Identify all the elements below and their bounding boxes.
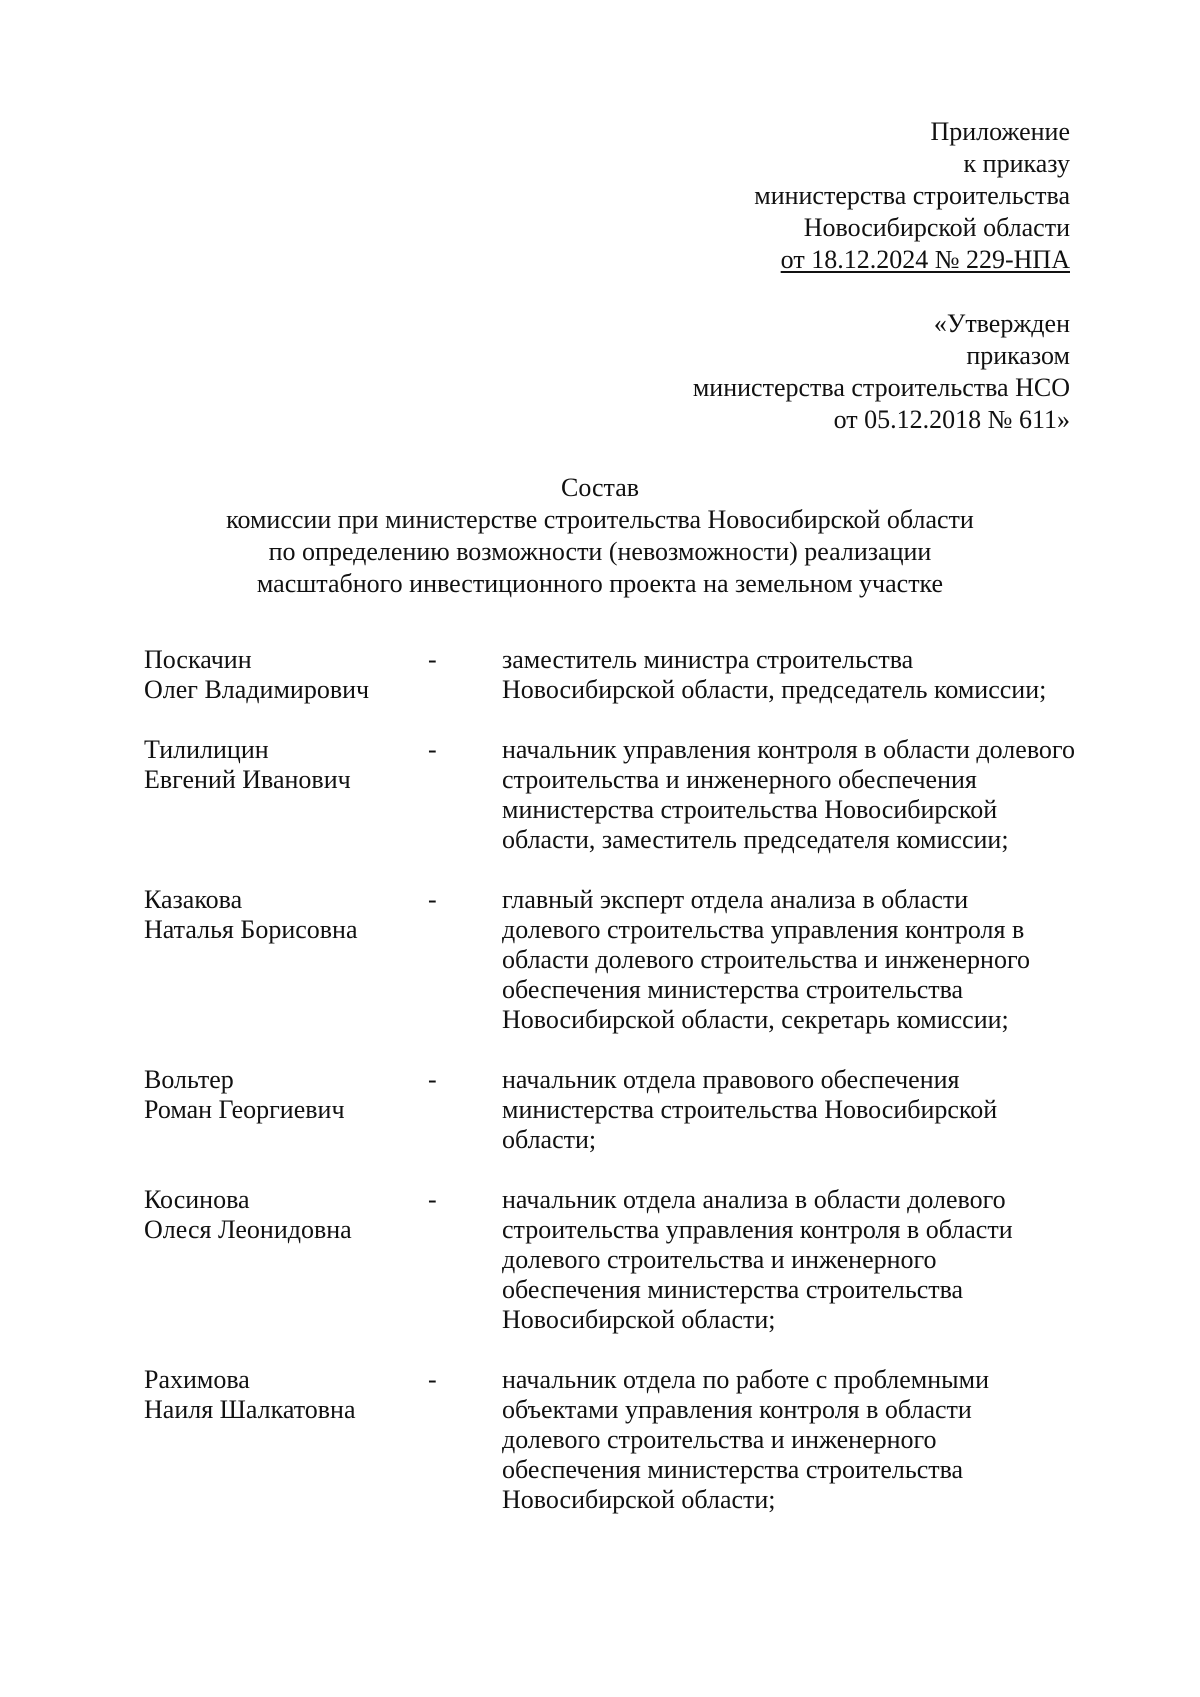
member-role-line: области; bbox=[502, 1125, 597, 1154]
approved-line: «Утвержден bbox=[933, 309, 1070, 338]
member-entry bbox=[0, 734, 1200, 884]
member-name bbox=[144, 1064, 424, 1124]
title-line: масштабного инвестиционного проекта на земельном участке bbox=[256, 569, 944, 598]
member-role-line: долевого строительства и инженерного bbox=[502, 1245, 937, 1274]
member-role-line: обеспечения министерства строительства bbox=[502, 975, 964, 1004]
approved-line: приказом bbox=[966, 341, 1070, 370]
member-role bbox=[502, 644, 1142, 704]
member-role-line: начальник отдела по работе с проблемными bbox=[502, 1365, 990, 1394]
member-role-line: заместитель министра строительства bbox=[502, 645, 914, 674]
member-name-line: Олег Владимирович bbox=[144, 675, 370, 704]
appendix-order-number: от 18.12.2024 № 229-НПА bbox=[780, 245, 1070, 274]
member-name-line: Наталья Борисовна bbox=[144, 915, 358, 944]
member-role-line: начальник управления контроля в области долевого bbox=[502, 735, 1075, 764]
member-role-line: обеспечения министерства строительства bbox=[502, 1455, 964, 1484]
member-role-line: объектами управления контроля в области bbox=[502, 1395, 972, 1424]
member-role-line: долевого строительства и инженерного bbox=[502, 1425, 937, 1454]
member-entry bbox=[0, 1364, 1200, 1544]
member-role-line: министерства строительства Новосибирской bbox=[502, 1095, 998, 1124]
member-name-line: Казакова bbox=[144, 885, 243, 914]
member-name bbox=[144, 734, 424, 794]
member-name bbox=[144, 644, 424, 704]
member-role bbox=[502, 1184, 1142, 1334]
document-title bbox=[0, 472, 1200, 600]
appendix-line: Приложение bbox=[930, 117, 1070, 146]
member-name-line: Наиля Шалкатовна bbox=[144, 1395, 356, 1424]
member-role-line: начальник отдела правового обеспечения bbox=[502, 1065, 960, 1094]
member-name-line: Вольтер bbox=[144, 1065, 234, 1094]
member-role-line: обеспечения министерства строительства bbox=[502, 1275, 964, 1304]
member-role-line: строительства и инженерного обеспечения bbox=[502, 765, 977, 794]
member-role bbox=[502, 1364, 1142, 1514]
member-entry bbox=[0, 884, 1200, 1064]
member-role-line: строительства управления контроля в области bbox=[502, 1215, 1013, 1244]
member-name bbox=[144, 884, 424, 944]
member-role bbox=[502, 1064, 1142, 1154]
member-name-line: Роман Георгиевич bbox=[144, 1095, 345, 1124]
member-separator: - bbox=[428, 1065, 437, 1094]
member-role-line: области долевого строительства и инженерного bbox=[502, 945, 1030, 974]
member-role-line: главный эксперт отдела анализа в области bbox=[502, 885, 969, 914]
member-name-line: Олеся Леонидовна bbox=[144, 1215, 352, 1244]
member-separator: - bbox=[428, 735, 437, 764]
appendix-line: Новосибирской области bbox=[803, 213, 1070, 242]
member-separator: - bbox=[428, 1185, 437, 1214]
member-name-line: Тилилицин bbox=[144, 735, 269, 764]
member-role-line: области, заместитель председателя комиссии; bbox=[502, 825, 1009, 854]
member-name bbox=[144, 1184, 424, 1244]
member-role-line: долевого строительства управления контроля в bbox=[502, 915, 1025, 944]
appendix-line: к приказу bbox=[963, 149, 1070, 178]
approved-line: от 05.12.2018 № 611» bbox=[833, 405, 1070, 434]
member-separator: - bbox=[428, 885, 437, 914]
member-name-line: Косинова bbox=[144, 1185, 250, 1214]
title-line: по определению возможности (невозможности) реализации bbox=[268, 537, 932, 566]
member-name-line: Евгений Иванович bbox=[144, 765, 351, 794]
member-role-line: начальник отдела анализа в области долевого bbox=[502, 1185, 1006, 1214]
member-entry bbox=[0, 1184, 1200, 1364]
member-role bbox=[502, 734, 1142, 854]
member-role-line: Новосибирской области, секретарь комиссии; bbox=[502, 1005, 1009, 1034]
member-entry bbox=[0, 644, 1200, 734]
appendix-header bbox=[754, 116, 1070, 276]
approved-line: министерства строительства НСО bbox=[692, 373, 1070, 402]
member-name-line: Поскачин bbox=[144, 645, 252, 674]
member-role-line: Новосибирской области; bbox=[502, 1485, 776, 1514]
member-name-line: Рахимова bbox=[144, 1365, 250, 1394]
title-line: комиссии при министерстве строительства Новосибирской области bbox=[226, 505, 974, 534]
commission-members-list bbox=[0, 644, 1200, 1544]
member-entry bbox=[0, 1064, 1200, 1184]
member-separator: - bbox=[428, 645, 437, 674]
member-role-line: Новосибирской области; bbox=[502, 1305, 776, 1334]
member-name bbox=[144, 1364, 424, 1424]
title-line: Состав bbox=[560, 473, 640, 502]
member-role bbox=[502, 884, 1142, 1034]
member-role-line: Новосибирской области, председатель комиссии; bbox=[502, 675, 1047, 704]
appendix-line: министерства строительства bbox=[754, 181, 1070, 210]
member-role-line: министерства строительства Новосибирской bbox=[502, 795, 998, 824]
member-separator: - bbox=[428, 1365, 437, 1394]
approved-stamp-text bbox=[693, 308, 1070, 436]
